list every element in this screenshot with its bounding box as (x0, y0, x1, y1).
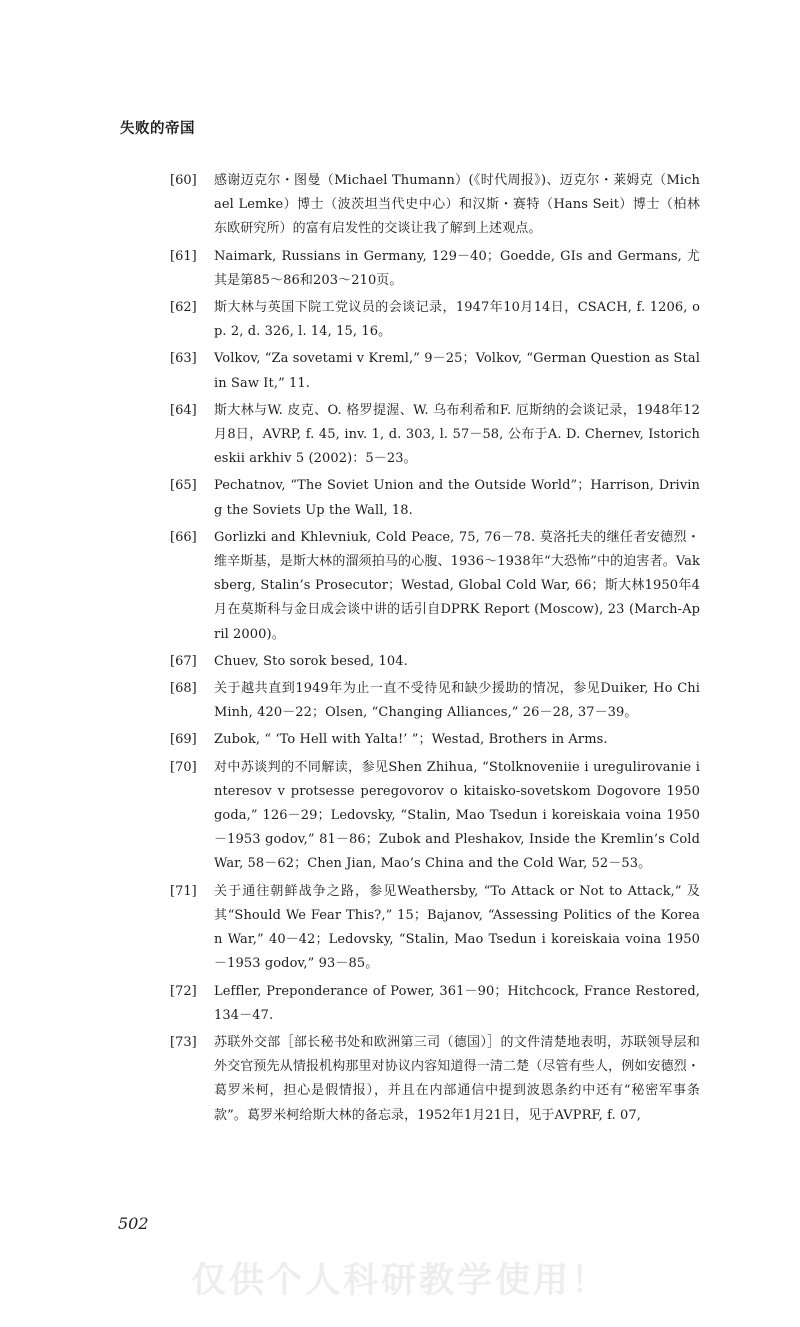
endnote-number: [71] (170, 883, 197, 899)
endnote (170, 347, 700, 395)
endnote (170, 980, 700, 1028)
endnote (170, 1031, 700, 1128)
endnote-number: [61] (170, 248, 197, 264)
endnote-number: [72] (170, 983, 197, 999)
endnote (170, 756, 700, 877)
endnote-number: [69] (170, 732, 197, 748)
running-head: 失败的帝国 (120, 120, 195, 137)
endnote-text: Gorlizki and Khlevniuk, Cold Peace, 75, 76－78. 莫洛托夫的继任者安德烈・维辛斯基，是斯大林的溜须拍马的心腹、1936～1938年“大恐怖”中的迫害者。Vaksberg, Stalin’s Prosecutor；Westad, Global Cold War, 66；斯大林1950年4月在莫斯科与金日成会谈中讲的话引自DPRK Report (Moscow), 23 (March-April 2000)。 (214, 529, 700, 642)
endnote-text: 斯大林与英国下院工党议员的会谈记录，1947年10月14日，CSACH, f. 1206, op. 2, d. 326, l. 14, 15, 16。 (214, 300, 700, 340)
endnote (170, 474, 700, 522)
endnotes-list (170, 169, 700, 1131)
endnote-number: [67] (170, 653, 197, 669)
page-number: 502 (118, 1214, 149, 1233)
endnote-text: 斯大林与W. 皮克、O. 格罗提渥、W. 乌布利希和F. 厄斯纳的会谈记录，1948年12月8日，AVRP, f. 45, inv. 1, d. 303, l. 57－58, 公布于A. D. Chernev, Istoricheskii arkhiv 5 (2002)：5－23。 (214, 402, 700, 467)
endnote-text: 关于通往朝鲜战争之路，参见Weathersby, “To Attack or Not to Attack,” 及其“Should We Fear This?,” 15；Bajanov, “Assessing Politics of the Korean War,” 40－42；Ledovsky, “Stalin, Mao Tsedun i koreiskaia voina 1950－1953 godov,” 93－85。 (214, 883, 700, 972)
endnote (170, 169, 700, 242)
endnote (170, 296, 700, 344)
endnote-number: [73] (170, 1034, 197, 1050)
endnote (170, 728, 700, 752)
endnote-number: [68] (170, 681, 197, 697)
endnote (170, 650, 700, 674)
endnote (170, 399, 700, 472)
endnote-text: 感谢迈克尔・图曼（Michael Thumann）(《时代周报》)、迈克尔・莱姆克（Michael Lemke）博士（波茨坦当代史中心）和汉斯・赛特（Hans Seit）博士（柏林东欧研究所）的富有启发性的交谈让我了解到上述观点。 (214, 173, 700, 237)
endnote (170, 526, 700, 647)
endnote (170, 880, 700, 977)
endnote (170, 245, 700, 293)
endnote-number: [62] (170, 300, 197, 316)
endnote-text: Leffler, Preponderance of Power, 361－90；Hitchcock, France Restored, 134－47. (214, 983, 700, 1023)
endnote-text: Naimark, Russians in Germany, 129－40；Goedde, GIs and Germans, 尤其是第85～86和203～210页。 (214, 248, 700, 288)
endnote-number: [63] (170, 351, 197, 367)
endnote-text: 对中苏谈判的不同解读，参见Shen Zhihua, “Stolknoveniie i uregulirovanie interesov v protsesse peregovorov o kitaisko-sovetskom Dogovore 1950 goda,” 126－29；Ledovsky, “Stalin, Mao Tsedun i koreiskaia voina 1950－1953 godov,” 81－86；Zubok and Pleshakov, Inside the Kremlin’s Cold War, 58－62；Chen Jian, Mao’s China and the Cold War, 52－53。 (214, 759, 700, 872)
endnote-text: 关于越共直到1949年为止一直不受待见和缺少援助的情况，参见Duiker, Ho Chi Minh, 420－22；Olsen, “Changing Alliances,” 26－28, 37－39。 (214, 681, 700, 721)
watermark: 仅供个人科研教学使用！ (190, 1261, 609, 1301)
endnote-text: Zubok, “ ‘To Hell with Yalta!’ ”；Westad, Brothers in Arms. (214, 732, 608, 748)
endnote (170, 677, 700, 725)
endnote-text: Volkov, “Za sovetami v Kreml,” 9－25；Volkov, “German Question as Stalin Saw It,” 11. (214, 351, 700, 391)
endnote-text: Pechatnov, “The Soviet Union and the Outside World”；Harrison, Driving the Soviets Up the Wall, 18. (214, 478, 700, 518)
endnote-number: [70] (170, 759, 197, 775)
endnote-number: [65] (170, 478, 197, 494)
endnote-text: 苏联外交部［部长秘书处和欧洲第三司（德国）］的文件清楚地表明，苏联领导层和外交官预先从情报机构那里对协议内容知道得一清二楚（尽管有些人，例如安德烈・葛罗米柯，担心是假情报），并且在内部通信中提到波恩条约中还有“秘密军事条款”。葛罗米柯给斯大林的备忘录，1952年1月21日，见于AVPRF, f. 07, (214, 1034, 700, 1123)
endnote-number: [60] (170, 173, 197, 188)
endnote-text: Chuev, Sto sorok besed, 104. (214, 653, 408, 669)
endnote-number: [66] (170, 529, 197, 545)
endnote-number: [64] (170, 402, 197, 418)
